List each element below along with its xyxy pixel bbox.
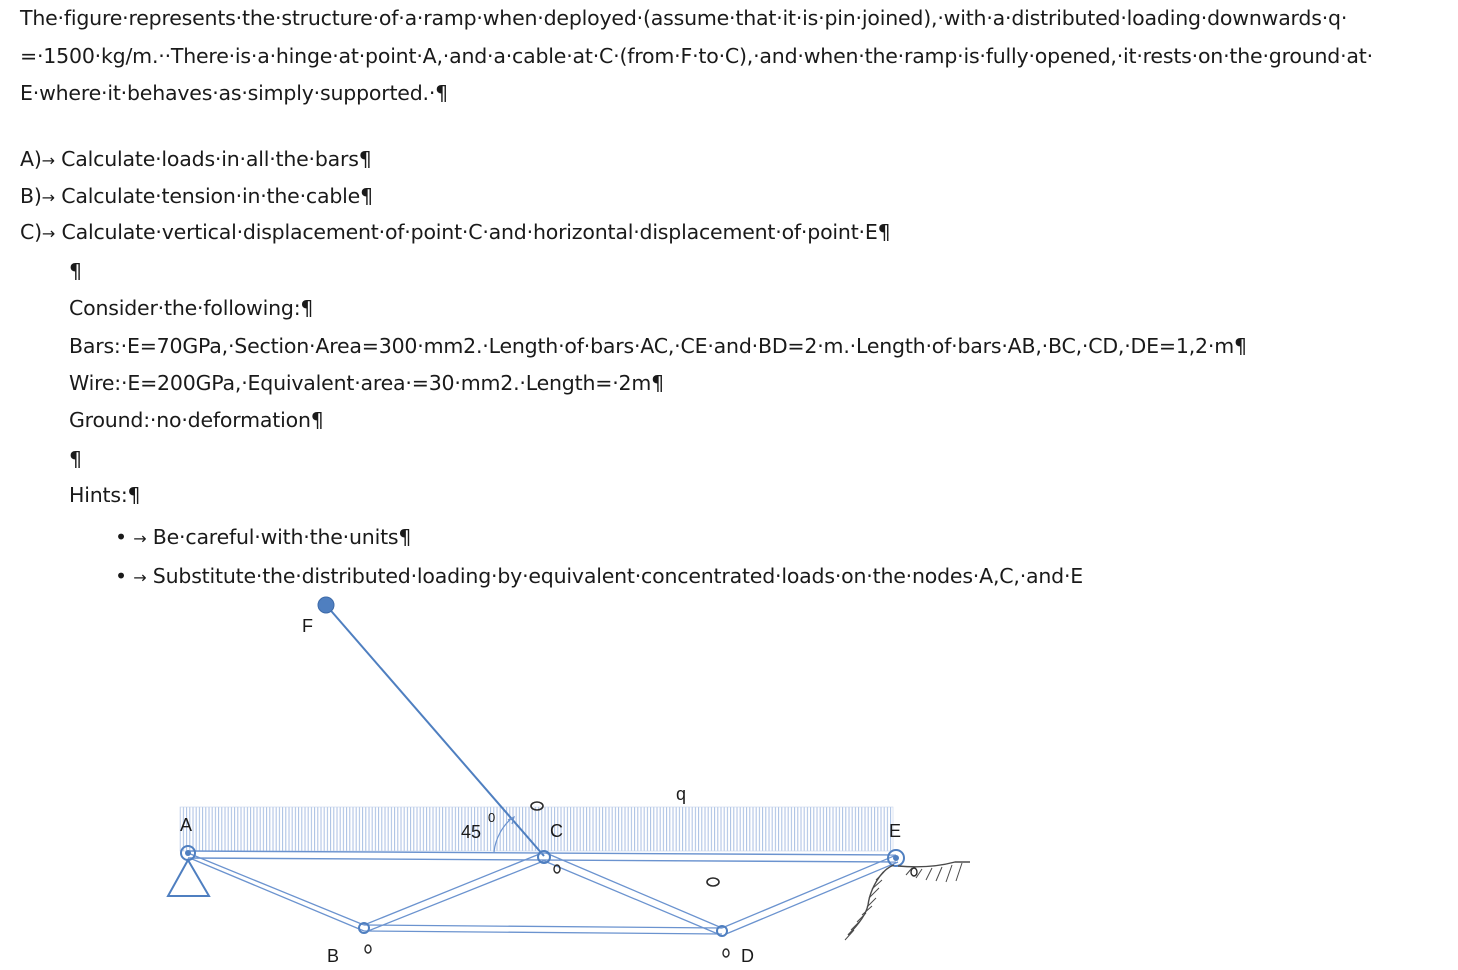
label-e: E	[889, 821, 902, 841]
ground-hatching-icon	[845, 863, 962, 940]
tab-arrow-icon: →	[133, 529, 147, 548]
task-letter: C)	[20, 220, 42, 244]
bullet-icon: •	[115, 525, 127, 549]
ground-properties: Ground:·no·deformation¶	[69, 408, 324, 432]
label-c: C	[550, 821, 563, 841]
intro-line-3: E·where·it·behaves·as·simply·supported.·¶	[20, 81, 448, 105]
bar-ab	[188, 853, 364, 925]
task-text: Calculate·loads·in·all·the·bars¶	[61, 147, 372, 171]
empty-paragraph-mark: ¶	[69, 259, 82, 283]
label-degree: 0	[488, 810, 496, 825]
hint-item	[115, 524, 411, 552]
intro-line-1: The·figure·represents·the·structure·of·a·ramp·when·deployed·(assume·that·it·is·pin·joined),·with·a·distributed·loading·downwards·q·	[20, 6, 1348, 30]
ground-slope	[848, 865, 894, 935]
intro-line-2: =·1500·kg/m.··There·is·a·hinge·at·point·A,·and·a·cable·at·C·(from·F·to·C),·and·when·the·ramp·is·fully·opened,·it·rests·on·the·ground·at·	[20, 44, 1373, 68]
empty-paragraph-mark: ¶	[69, 447, 82, 471]
zero-mark-icon	[723, 949, 729, 957]
hint-text: Substitute·the·distributed·loading·by·equivalent·concentrated·loads·on·the·nodes·A,C,·and·E	[152, 564, 1084, 588]
wire-properties: Wire:·E=200GPa,·Equivalent·area·=30·mm2.·Length=·2m¶	[69, 371, 664, 395]
task-item	[20, 146, 372, 174]
label-angle: 45	[461, 822, 482, 842]
label-d: D	[741, 946, 754, 966]
anchor-f-icon	[318, 597, 334, 613]
tab-arrow-icon: →	[133, 568, 147, 587]
tab-arrow-icon: →	[41, 151, 55, 170]
hints-heading: Hints:¶	[69, 483, 141, 507]
task-letter: A)	[20, 147, 42, 171]
label-b: B	[327, 946, 340, 966]
bar-bd	[364, 925, 722, 928]
ramp-structure-figure	[0, 590, 1000, 970]
zero-mark-icon	[707, 878, 719, 886]
bar-bc	[364, 853, 542, 925]
label-a: A	[180, 815, 193, 835]
tab-arrow-icon: →	[41, 224, 56, 243]
bar-cd	[546, 853, 722, 928]
task-item	[20, 183, 373, 211]
bars-properties: Bars:·E=70GPa,·Section·Area=300·mm2.·Length·of·bars·AC,·CE·and·BD=2·m.·Length·of·bars·AB,·BC,·CD,·DE=1,2·m¶	[69, 334, 1247, 358]
hint-text: Be·careful·with·the·units¶	[152, 525, 412, 549]
label-q: q	[676, 784, 687, 804]
tab-arrow-icon: →	[41, 188, 55, 207]
task-text: Calculate·tension·in·the·cable¶	[61, 184, 373, 208]
bullet-icon: •	[115, 564, 127, 588]
distributed-load-band	[180, 807, 893, 851]
zero-mark-icon	[365, 945, 371, 953]
ground-surface	[898, 862, 970, 867]
task-letter: B)	[20, 184, 42, 208]
zero-mark-icon	[911, 868, 917, 876]
consider-heading: Consider·the·following:¶	[69, 296, 314, 320]
bar-de	[722, 856, 894, 928]
task-item	[20, 219, 890, 247]
hint-item	[115, 563, 1083, 591]
label-f: F	[302, 616, 313, 636]
pin-support-a-icon	[168, 860, 209, 896]
task-text: Calculate·vertical·displacement·of·point·C·and·horizontal·displacement·of·point·E¶	[61, 220, 891, 244]
